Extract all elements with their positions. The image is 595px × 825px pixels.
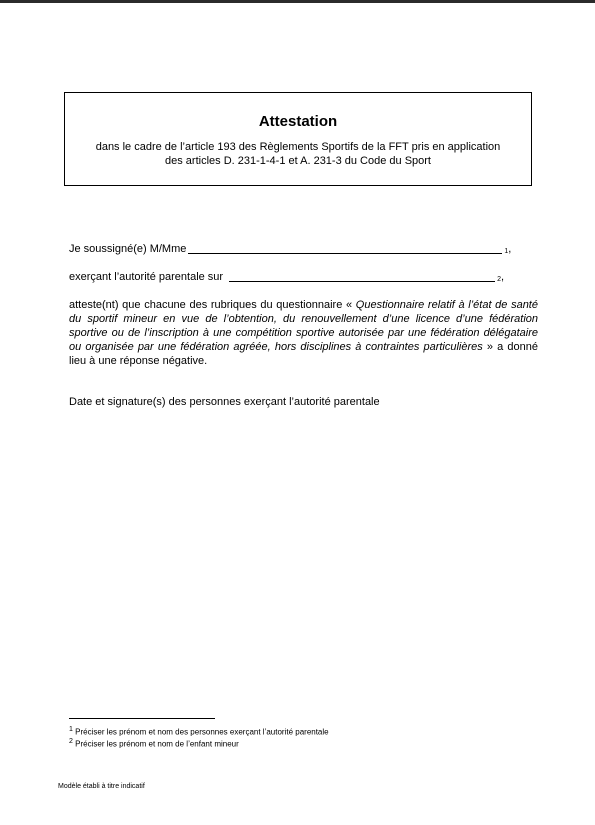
comma: , <box>508 243 512 255</box>
attestation-paragraph <box>69 298 538 368</box>
soussigne-input-line[interactable] <box>188 243 502 254</box>
footnote-1 <box>69 726 329 737</box>
footnote-1-num: 1 <box>69 726 73 733</box>
date-signature-label: Date et signature(s) des personnes exerçant l’autorité parentale <box>69 396 380 408</box>
subtitle-line-2: des articles D. 231-1-4-1 et A. 231-3 du Code du Sport <box>165 155 431 167</box>
autorite-input-line[interactable] <box>229 271 495 282</box>
comma: , <box>501 271 505 283</box>
footnote-2-text: Préciser les prénom et nom de l’enfant mineur <box>75 739 239 749</box>
soussigne-row <box>69 243 511 255</box>
subtitle-line-1: dans le cadre de l’article 193 des Règlements Sportifs de la FFT pris en application <box>95 141 501 153</box>
questionnaire-title: Questionnaire relatif à l’état de santé du sportif mineur en vue de l’obtention, du renouvellement d’une licence d’une fédération sportive ou de l’inscription à une compétition sportive autorisée par une fédération délégataire ou organisée par une fédération agréée, hors disciplines à contraintes particulières <box>69 299 538 353</box>
autorite-label: exerçant l’autorité parentale sur <box>69 271 224 283</box>
footnote-ref-2: 2 <box>497 276 501 283</box>
page-title: Attestation <box>258 113 338 130</box>
footnote-divider <box>69 718 215 719</box>
footnote-2 <box>69 738 239 749</box>
para-outro: » a donné lieu à une réponse négative. <box>69 341 538 367</box>
footnote-ref-1: 1 <box>504 248 509 255</box>
footnote-1-text: Préciser les prénom et nom des personnes exerçant l’autorité parentale <box>75 727 329 737</box>
soussigne-label: Je soussigné(e) M/Mme <box>69 243 187 255</box>
autorite-row <box>69 271 504 283</box>
header-subtitle <box>65 140 531 168</box>
top-border <box>0 0 595 3</box>
footnote-2-num: 2 <box>69 738 73 745</box>
header-box <box>64 92 532 186</box>
footer-note: Modèle établi à titre indicatif <box>58 783 145 790</box>
para-intro: atteste(nt) que chacune des rubriques du questionnaire « <box>69 299 356 311</box>
